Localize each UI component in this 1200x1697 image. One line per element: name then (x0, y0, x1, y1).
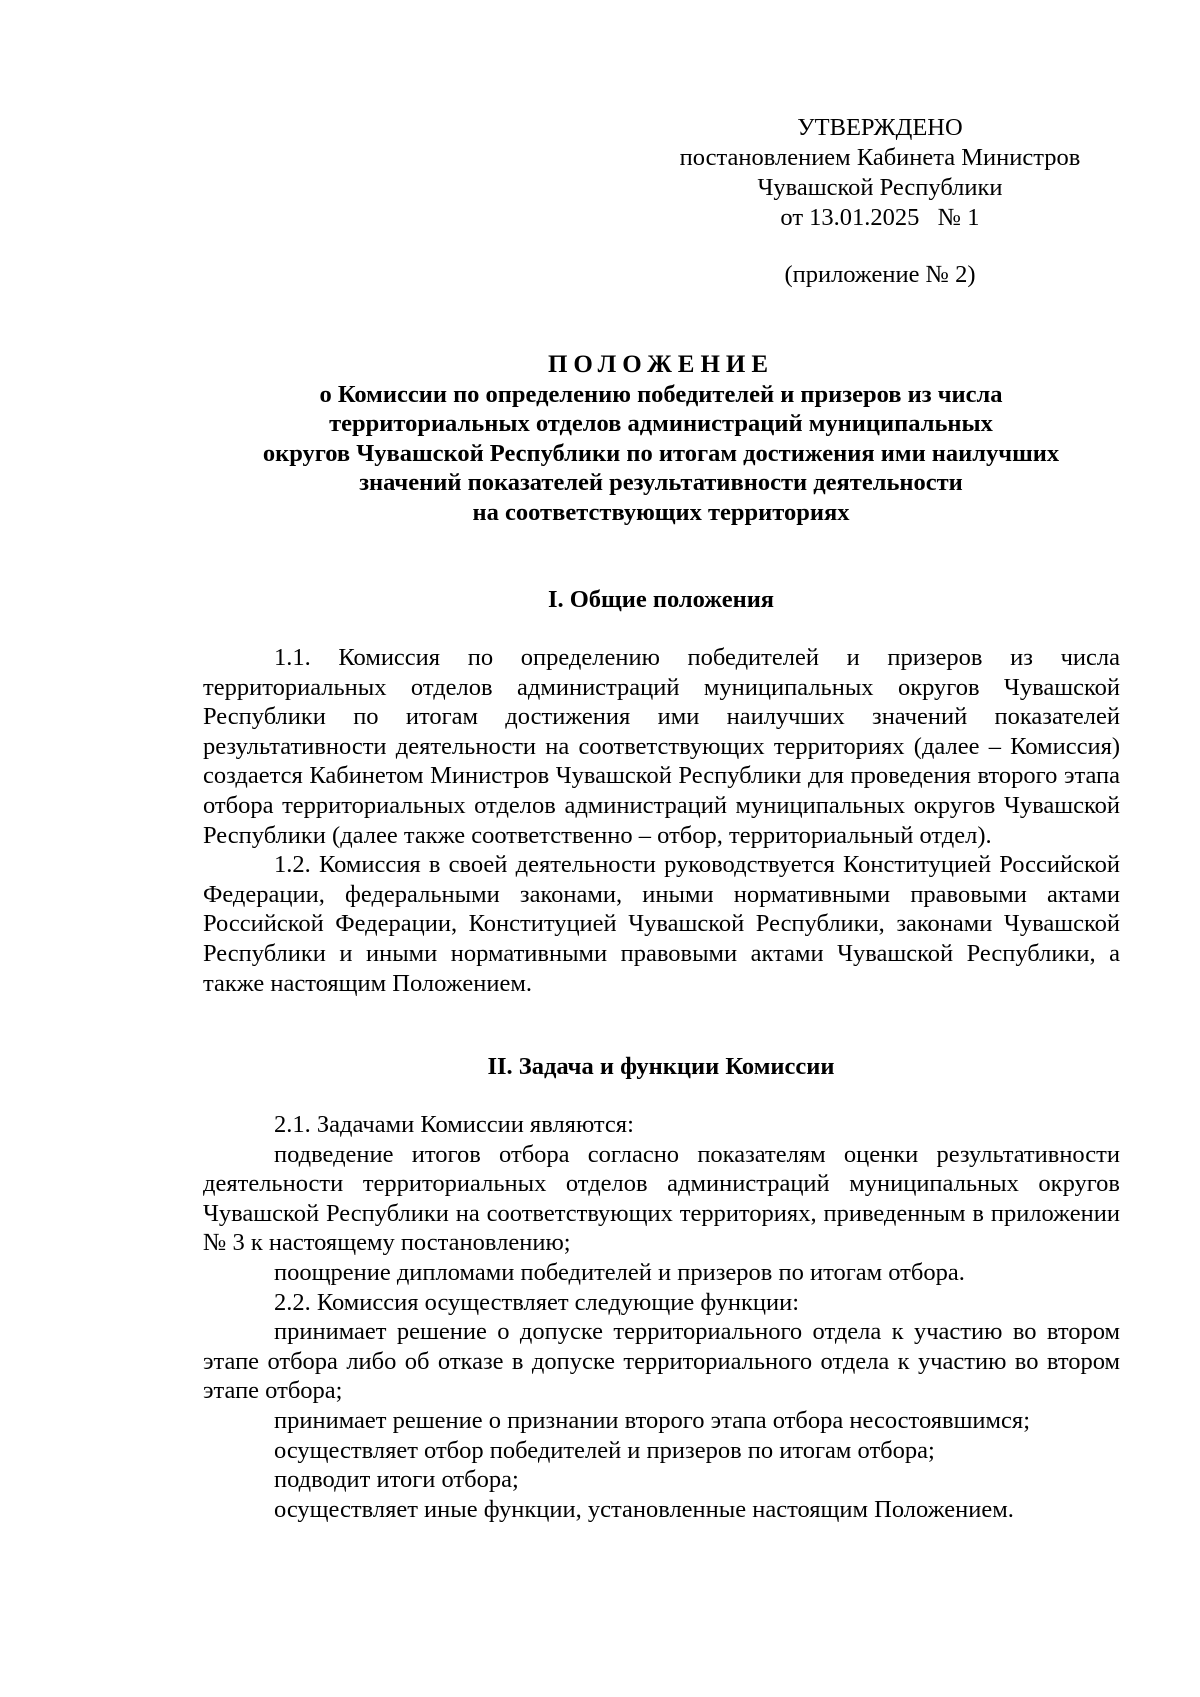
paragraph: принимает решение о признании второго этапа отбора несостоявшимся; (274, 1406, 1030, 1434)
approval-republic: Чувашской Республики (757, 174, 1003, 201)
title-line: округов Чувашской Республики по итогам достижения ими наилучших (262, 439, 1060, 467)
paragraph: подведение итогов отбора согласно показателям оценки результативности деятельности территориальных отделов администраций муниципальных округов Чувашской Республики на соответствующих территориях, приведенным в приложении № 3 к настоящему постановлению; (203, 1140, 1120, 1257)
paragraph: 1.2. Комиссия в своей деятельности руководствуется Конституцией Российской Федерации, федеральными законами, иными нормативными правовыми актами Российской Федерации, Конституцией Чувашской Республики, законами Чувашской Республики и иными нормативными правовыми актами Чувашской Республики, а также настоящим Положением. (203, 851, 1120, 997)
title-line: на соответствующих территориях (472, 498, 850, 526)
paragraph: 2.2. Комиссия осуществляет следующие функции: (274, 1288, 800, 1316)
document-title (202, 350, 1120, 528)
approval-stamp (630, 113, 1130, 233)
title-line: о Комиссии по определению победителей и призеров из числа (319, 380, 1003, 408)
paragraph: поощрение дипломами победителей и призеров по итогам отбора. (274, 1258, 965, 1286)
paragraph: осуществляет отбор победителей и призеров по итогам отбора; (274, 1436, 935, 1464)
section-2-body (203, 1110, 1120, 1524)
appendix-note: (приложение № 2) (784, 261, 976, 288)
approval-date-number: от 13.01.2025 № 1 (780, 204, 980, 231)
paragraph: 2.1. Задачами Комиссии являются: (274, 1111, 634, 1138)
paragraph: принимает решение о допуске территориального отдела к участию во втором этапе отбора либо об отказе в допуске территориального отдела к участию во втором этапе отбора; (203, 1318, 1120, 1405)
approval-authority: постановлением Кабинета Министров (679, 144, 1081, 171)
title-word: ПОЛОЖЕНИЕ (547, 351, 775, 378)
title-line: значений показателей результативности деятельности (359, 469, 963, 497)
approval-heading: УТВЕРЖДЕНО (797, 114, 963, 141)
paragraph: 1.1. Комиссия по определению победителей и призеров из числа территориальных отделов администраций муниципальных округов Чувашской Республики по итогам достижения ими наилучших значений показателей результативности деятельности на соответствующих территориях (далее – Комиссия) создается Кабинетом Министров Чувашской Республики для проведения второго этапа отбора территориальных отделов администраций муниципальных округов Чувашской Республики (далее также соответственно – отбор, территориальный отдел). (203, 644, 1120, 849)
section-1-body (203, 643, 1120, 998)
section-1-heading: I. Общие положения (547, 586, 775, 613)
section-2-heading: II. Задача и функции Комиссии (487, 1053, 835, 1080)
paragraph: осуществляет иные функции, установленные настоящим Положением. (274, 1495, 1014, 1523)
title-line: территориальных отделов администраций муниципальных (329, 410, 993, 438)
paragraph: подводит итоги отбора; (274, 1466, 519, 1494)
